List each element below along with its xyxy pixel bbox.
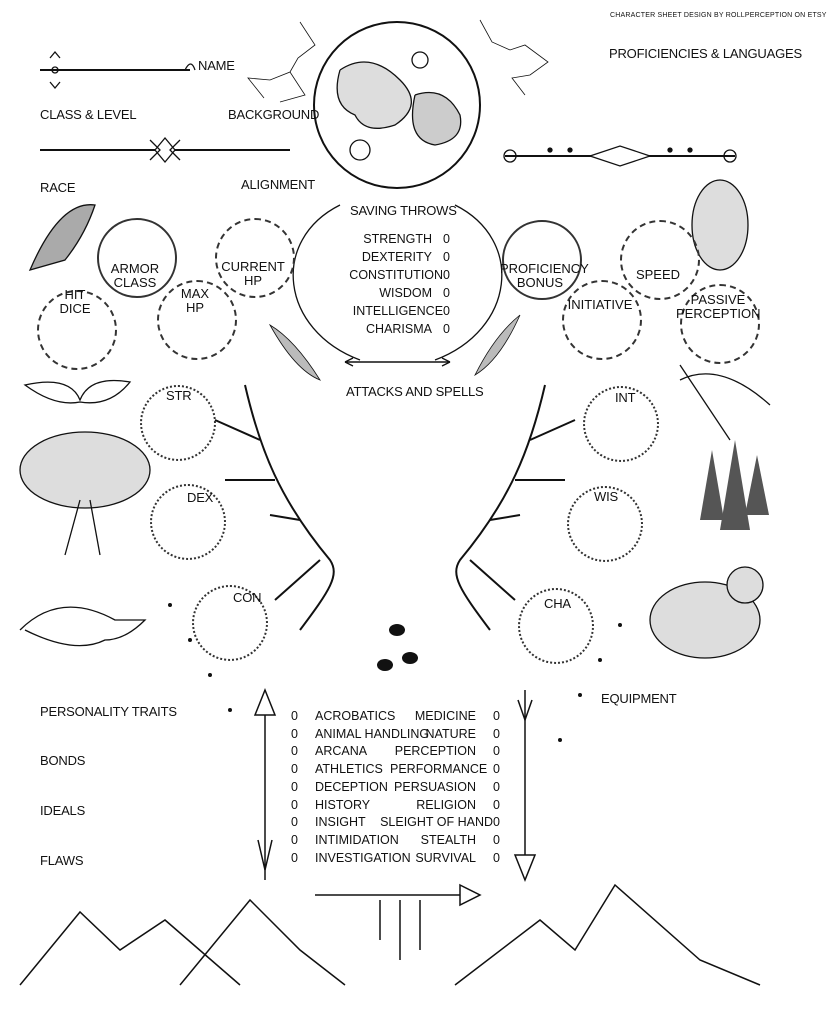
name-label: NAME [198,58,235,73]
bear-illustration [650,567,763,658]
current-hp-label-line2: HP [243,273,263,288]
constellation-left [248,22,315,102]
saving-throw-name: WISDOM [379,286,432,300]
skill-value[interactable]: 0 [493,762,500,777]
skill-name: PERFORMANCE [390,762,488,777]
skill-name: NATURE [425,726,476,741]
skill-name: STEALTH [420,832,476,847]
mountains-left [20,900,345,985]
saving-throw-row [360,248,450,266]
current-hp-label [218,260,288,288]
max-hp-label [160,287,230,315]
max-hp-label-line1: MAX [180,286,210,301]
class-level-label: CLASS & LEVEL [40,107,137,122]
dragonfly-illustration [680,365,770,440]
skill-row [390,797,500,815]
proficiency-bonus-label [500,261,589,290]
saving-throw-name: INTELLIGENCE [352,304,444,318]
skill-row [380,814,500,832]
skill-value[interactable]: 0 [291,726,298,741]
armor-class-label [100,262,170,290]
saving-throws-title: SAVING THROWS [350,203,457,218]
skill-value[interactable]: 0 [291,832,298,847]
skill-name: DECEPTION [315,779,388,794]
skill-value[interactable]: 0 [291,709,298,723]
skill-value[interactable]: 0 [291,762,298,777]
skill-name: HISTORY [315,797,371,812]
saving-throw-row [360,320,450,338]
wis-label: WIS [594,489,618,504]
deer-illustration [20,607,145,645]
saving-throw-value[interactable]: 0 [443,232,450,246]
armor-class-label-line1: ARMOR [110,261,160,276]
saving-throw-name: CHARISMA [366,322,432,336]
saving-throw-name: DEXTERITY [361,250,432,264]
saving-throw-row [349,266,450,284]
skill-value[interactable]: 0 [493,797,500,812]
mountains-right [455,885,760,985]
skill-row [390,761,500,779]
hit-dice-label-line2: DICE [59,301,91,316]
skill-name: SLEIGHT OF HAND [380,815,494,830]
speed-wreath [620,220,700,300]
alignment-label: ALIGNMENT [241,177,316,192]
skill-value[interactable]: 0 [493,744,500,759]
saving-throws-list [349,230,450,338]
attacks-spells-label: ATTACKS AND SPELLS [346,384,484,399]
saving-throw-row [360,230,450,248]
saving-throw-name: CONSTITUTION [349,268,444,282]
passive-perception-label-line1: PASSIVE [690,292,746,307]
skill-name: PERSUASION [394,779,476,794]
str-label: STR [166,388,192,403]
skill-name: MEDICINE [414,709,476,723]
max-hp-label-line2: HP [185,300,205,315]
passive-perception-label [676,293,760,321]
initiative-wreath [562,280,642,360]
skill-row [390,779,500,797]
skill-value[interactable]: 0 [493,832,500,847]
race-label: RACE [40,180,76,195]
skills-right-list [380,708,500,867]
flaws-label: FLAWS [40,853,84,868]
saving-throw-value[interactable]: 0 [443,250,450,264]
skill-row [390,708,500,726]
equipment-label: EQUIPMENT [601,691,677,706]
class-divider-ornament [40,138,290,162]
saving-throw-row [352,302,450,320]
skill-name: ACROBATICS [315,709,396,723]
proficiencies-languages-label: PROFICIENCIES & LANGUAGES [609,46,802,61]
saving-throw-name: STRENGTH [363,232,432,246]
arrow-left [255,690,275,880]
oak-tree-left [20,432,150,555]
skill-value[interactable]: 0 [493,709,500,723]
constellation-right [480,20,548,95]
dex-label: DEX [187,490,214,505]
skill-row [390,726,500,744]
hit-dice-label-line1: HIT [64,287,86,302]
skill-name: INVESTIGATION [315,850,411,865]
skill-value[interactable]: 0 [493,726,500,741]
cha-label: CHA [544,596,571,611]
skill-value[interactable]: 0 [291,815,298,830]
skill-row [390,743,500,761]
current-hp-label-line1: CURRENT [221,259,285,274]
saving-throw-value[interactable]: 0 [443,322,450,336]
saving-throw-value[interactable]: 0 [443,268,450,282]
hit-dice-label [40,288,110,316]
skill-row [390,850,500,868]
eagle-illustration [30,205,95,270]
skill-value[interactable]: 0 [291,797,298,812]
ideals-label: IDEALS [40,803,86,818]
skill-name: ATHLETICS [315,762,383,777]
skill-value[interactable]: 0 [291,744,298,759]
bonds-label: BONDS [40,753,86,768]
skill-row [390,832,500,850]
passive-perception-label-line2: PERCEPTION [676,306,761,321]
skill-name: ANIMAL HANDLING [315,726,430,741]
skill-name: SURVIVAL [415,850,476,865]
arrow-horizontal [315,885,480,960]
background-label: BACKGROUND [228,107,320,122]
skill-name: PERCEPTION [394,744,476,759]
saving-throw-value[interactable]: 0 [443,304,450,318]
design-credit: CHARACTER SHEET DESIGN BY ROLLPERCEPTION ON ETSY [610,12,827,19]
skill-value[interactable]: 0 [493,815,500,830]
proficiency-bonus-label-line2: BONUS [516,275,564,290]
skill-value[interactable]: 0 [291,850,298,865]
moth-illustration [25,380,130,402]
name-divider-ornament [40,52,195,88]
skill-name: INTIMIDATION [315,832,399,847]
personality-traits-label: PERSONALITY TRAITS [40,704,177,719]
skill-name: RELIGION [416,797,476,812]
skill-value[interactable]: 0 [493,779,500,794]
proficiency-divider-ornament [504,146,736,166]
skill-value[interactable]: 0 [291,779,298,794]
saving-throw-value[interactable]: 0 [443,286,450,300]
skill-name: ARCANA [315,744,368,759]
arrow-right [515,690,535,880]
pine-trees-right [700,440,769,530]
int-label: INT [615,390,636,405]
saving-throw-row [360,284,450,302]
skill-value[interactable]: 0 [493,850,500,865]
skill-name: INSIGHT [315,815,366,830]
armor-class-label-line2: CLASS [113,275,157,290]
proficiency-bonus-label-line1: PROFICIENCY [500,261,589,276]
owl-illustration [692,180,748,270]
speed-label: SPEED [635,267,681,282]
con-label: CON [233,590,262,605]
initiative-label: INITIATIVE [567,297,633,312]
moon-illustration [314,22,480,188]
